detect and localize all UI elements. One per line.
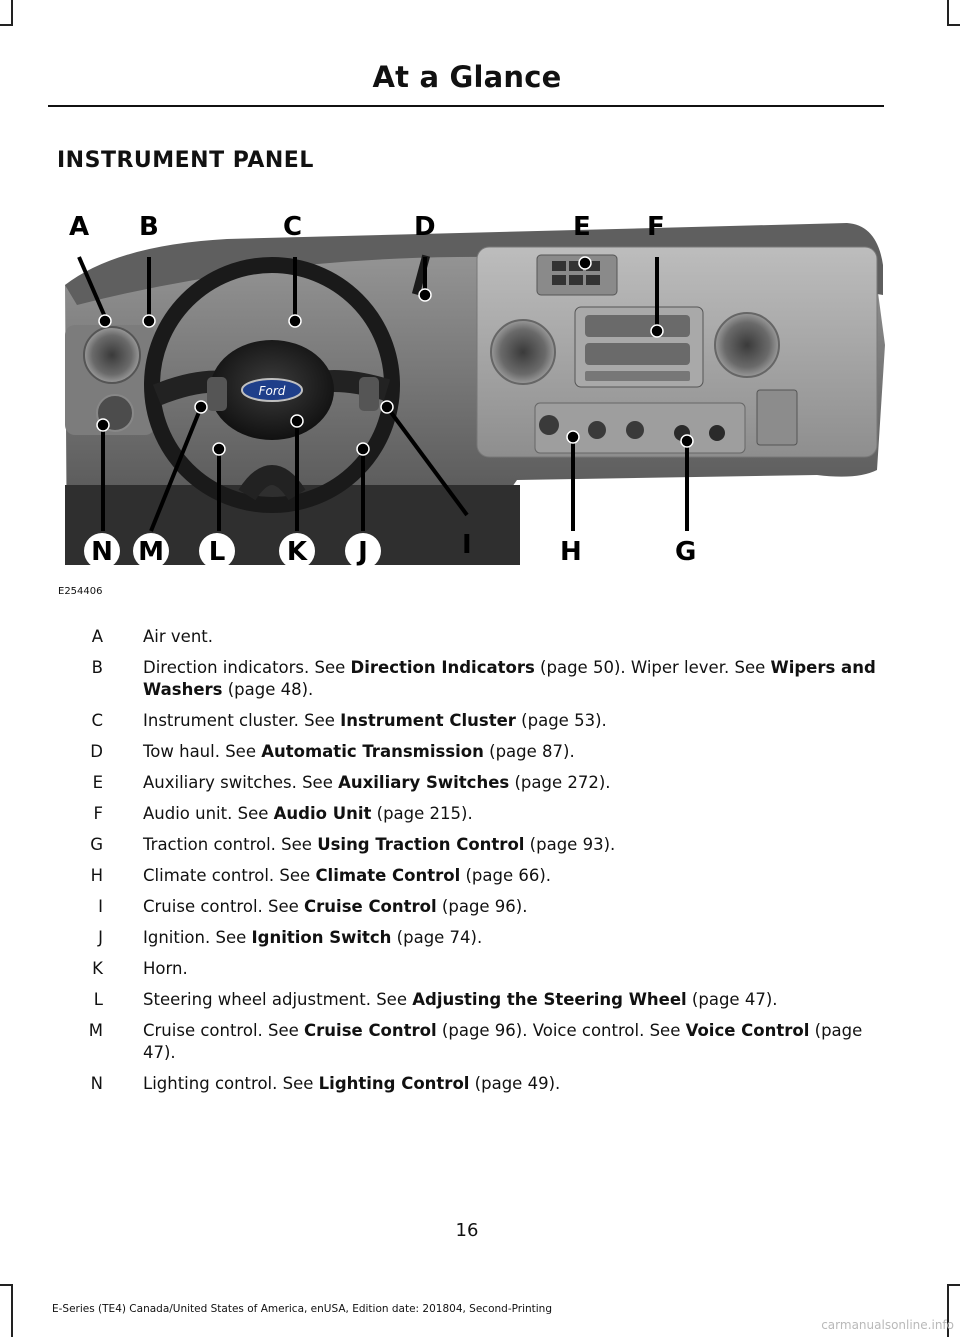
legend-row-m: [0, 1020, 960, 1064]
page-number: 16: [455, 1220, 479, 1241]
right-spoke-control: [359, 377, 379, 411]
cross-reference-link[interactable]: Wipers and Washers: [143, 658, 876, 699]
legend-letter: J: [98, 928, 103, 947]
callout-A: A: [69, 212, 90, 242]
legend-row-c: [0, 710, 960, 732]
cross-reference-link[interactable]: Lighting Control: [318, 1074, 470, 1093]
legend-description-text: Auxiliary switches. See: [143, 773, 339, 792]
left-air-vent: [84, 327, 140, 383]
cross-reference-page: (page 49).: [469, 1074, 561, 1093]
callout-F: F: [647, 212, 665, 242]
cross-reference-link[interactable]: Instrument Cluster: [340, 711, 516, 730]
edition-footer: E-Series (TE4) Canada/United States of America, enUSA, Edition date: 201804, Second-Printing: [52, 1303, 553, 1315]
legend-description-text: Traction control. See: [143, 835, 318, 854]
callout-B: B: [139, 212, 159, 242]
legend-row-l: [0, 989, 960, 1011]
legend-description-text: Direction indicators. See: [143, 658, 351, 677]
legend-description-text: Instrument cluster. See: [143, 711, 341, 730]
legend-description-text: Horn.: [143, 959, 188, 978]
cross-reference-page: (page 74).: [391, 928, 483, 947]
watermark: carmanualsonline.info: [821, 1318, 954, 1332]
cross-reference-page: (page 47).: [686, 990, 778, 1009]
legend-description-text: Cruise control. See: [143, 897, 305, 916]
callout-N: N: [91, 537, 113, 567]
legend-row-g: [0, 834, 960, 856]
legend-row-d: [0, 741, 960, 763]
cross-reference-link[interactable]: Cruise Control: [304, 1021, 437, 1040]
cross-reference-page: (page 215).: [371, 804, 473, 823]
legend-row-e: [0, 772, 960, 794]
legend-description: [143, 741, 878, 763]
crop-mark-bottom-left-v: [11, 1284, 13, 1337]
legend-description-text: Cruise control. See: [143, 1021, 305, 1040]
header-divider: [48, 105, 884, 107]
legend-description: [143, 865, 878, 887]
center-right-vent: [715, 313, 779, 377]
cross-reference-page: (page 47).: [143, 1021, 863, 1062]
legend-letter: F: [93, 804, 103, 823]
legend-row-k: [0, 958, 960, 980]
cross-reference-page: (page 50). Wiper lever. See: [534, 658, 771, 677]
crop-mark-top-left-v: [11, 0, 13, 26]
cross-reference-page: (page 96).: [436, 897, 528, 916]
cross-reference-page: (page 87).: [483, 742, 575, 761]
legend-description-text: Climate control. See: [143, 866, 316, 885]
callout-M: M: [138, 537, 164, 567]
legend-row-i: [0, 896, 960, 918]
legend-description: [143, 1020, 878, 1064]
legend-letter: D: [90, 742, 103, 761]
callout-G: G: [675, 537, 697, 567]
crop-mark-bottom-right-h: [947, 1284, 960, 1286]
legend-description: [143, 989, 878, 1011]
callout-H: H: [560, 537, 582, 567]
legend-description: [143, 803, 878, 825]
instrument-panel-illustration: [57, 195, 885, 599]
legend-description-text: Steering wheel adjustment. See: [143, 990, 413, 1009]
cross-reference-link[interactable]: Audio Unit: [273, 804, 372, 823]
legend-description-text: Lighting control. See: [143, 1074, 319, 1093]
legend-row-b: [0, 657, 960, 701]
left-spoke-control: [207, 377, 227, 411]
callout-I: I: [462, 530, 472, 560]
legend-description: [143, 1073, 878, 1095]
callout-J: J: [358, 537, 368, 567]
cross-reference-page: (page 93).: [524, 835, 616, 854]
cross-reference-link[interactable]: Cruise Control: [304, 897, 437, 916]
legend-letter: A: [91, 627, 103, 646]
cross-reference-link[interactable]: Direction Indicators: [350, 658, 535, 677]
callout-L: L: [208, 537, 226, 567]
crop-mark-top-right-v: [947, 0, 949, 26]
center-left-vent: [491, 320, 555, 384]
cross-reference-link[interactable]: Using Traction Control: [317, 835, 525, 854]
legend-description: [143, 710, 878, 732]
legend-letter: H: [90, 866, 103, 885]
cross-reference-page: (page 66).: [460, 866, 552, 885]
crop-mark-top-right-h: [947, 24, 960, 26]
legend-row-a: [0, 626, 960, 648]
legend-description-text: Air vent.: [143, 627, 213, 646]
cross-reference-link[interactable]: Auxiliary Switches: [338, 773, 510, 792]
legend-letter: E: [92, 773, 103, 792]
cross-reference-link[interactable]: Voice Control: [685, 1021, 810, 1040]
callout-D: D: [414, 212, 436, 242]
cross-reference-link[interactable]: Ignition Switch: [251, 928, 392, 947]
legend-letter: K: [92, 959, 103, 978]
legend-description-text: Tow haul. See: [143, 742, 262, 761]
callout-E: E: [573, 212, 591, 242]
cross-reference-page: (page 48).: [222, 680, 314, 699]
legend-letter: G: [90, 835, 103, 854]
cross-reference-link[interactable]: Automatic Transmission: [261, 742, 484, 761]
crop-mark-top-left-h: [0, 24, 13, 26]
callout-C: C: [283, 212, 303, 242]
legend-description-text: Audio unit. See: [143, 804, 274, 823]
legend-letter: I: [98, 897, 103, 916]
legend-description: [143, 927, 878, 949]
legend-description: [143, 896, 878, 918]
legend-letter: C: [91, 711, 103, 730]
cross-reference-page: (page 272).: [509, 773, 611, 792]
legend-description: [143, 834, 878, 856]
cross-reference-page: (page 96). Voice control. See: [436, 1021, 686, 1040]
callout-legend: [0, 626, 960, 1104]
instrument-panel-figure: [57, 195, 885, 599]
legend-description: [143, 772, 878, 794]
ford-badge-text: Ford: [258, 384, 286, 398]
section-heading: INSTRUMENT PANEL: [57, 148, 314, 173]
legend-row-f: [0, 803, 960, 825]
cross-reference-link[interactable]: Climate Control: [315, 866, 461, 885]
callout-K: K: [286, 537, 308, 567]
legend-description: [143, 626, 878, 648]
legend-row-h: [0, 865, 960, 887]
legend-row-n: [0, 1073, 960, 1095]
legend-row-j: [0, 927, 960, 949]
legend-letter: M: [88, 1021, 103, 1040]
figure-code: E254406: [58, 586, 103, 597]
page-header-title: At a Glance: [372, 60, 562, 94]
legend-description-text: Ignition. See: [143, 928, 252, 947]
cross-reference-link[interactable]: Adjusting the Steering Wheel: [412, 990, 687, 1009]
cross-reference-page: (page 53).: [515, 711, 607, 730]
legend-description: [143, 958, 878, 980]
legend-letter: L: [93, 990, 103, 1009]
legend-letter: N: [90, 1074, 103, 1093]
legend-description: [143, 657, 878, 701]
crop-mark-bottom-left-h: [0, 1284, 13, 1286]
legend-letter: B: [91, 658, 103, 677]
